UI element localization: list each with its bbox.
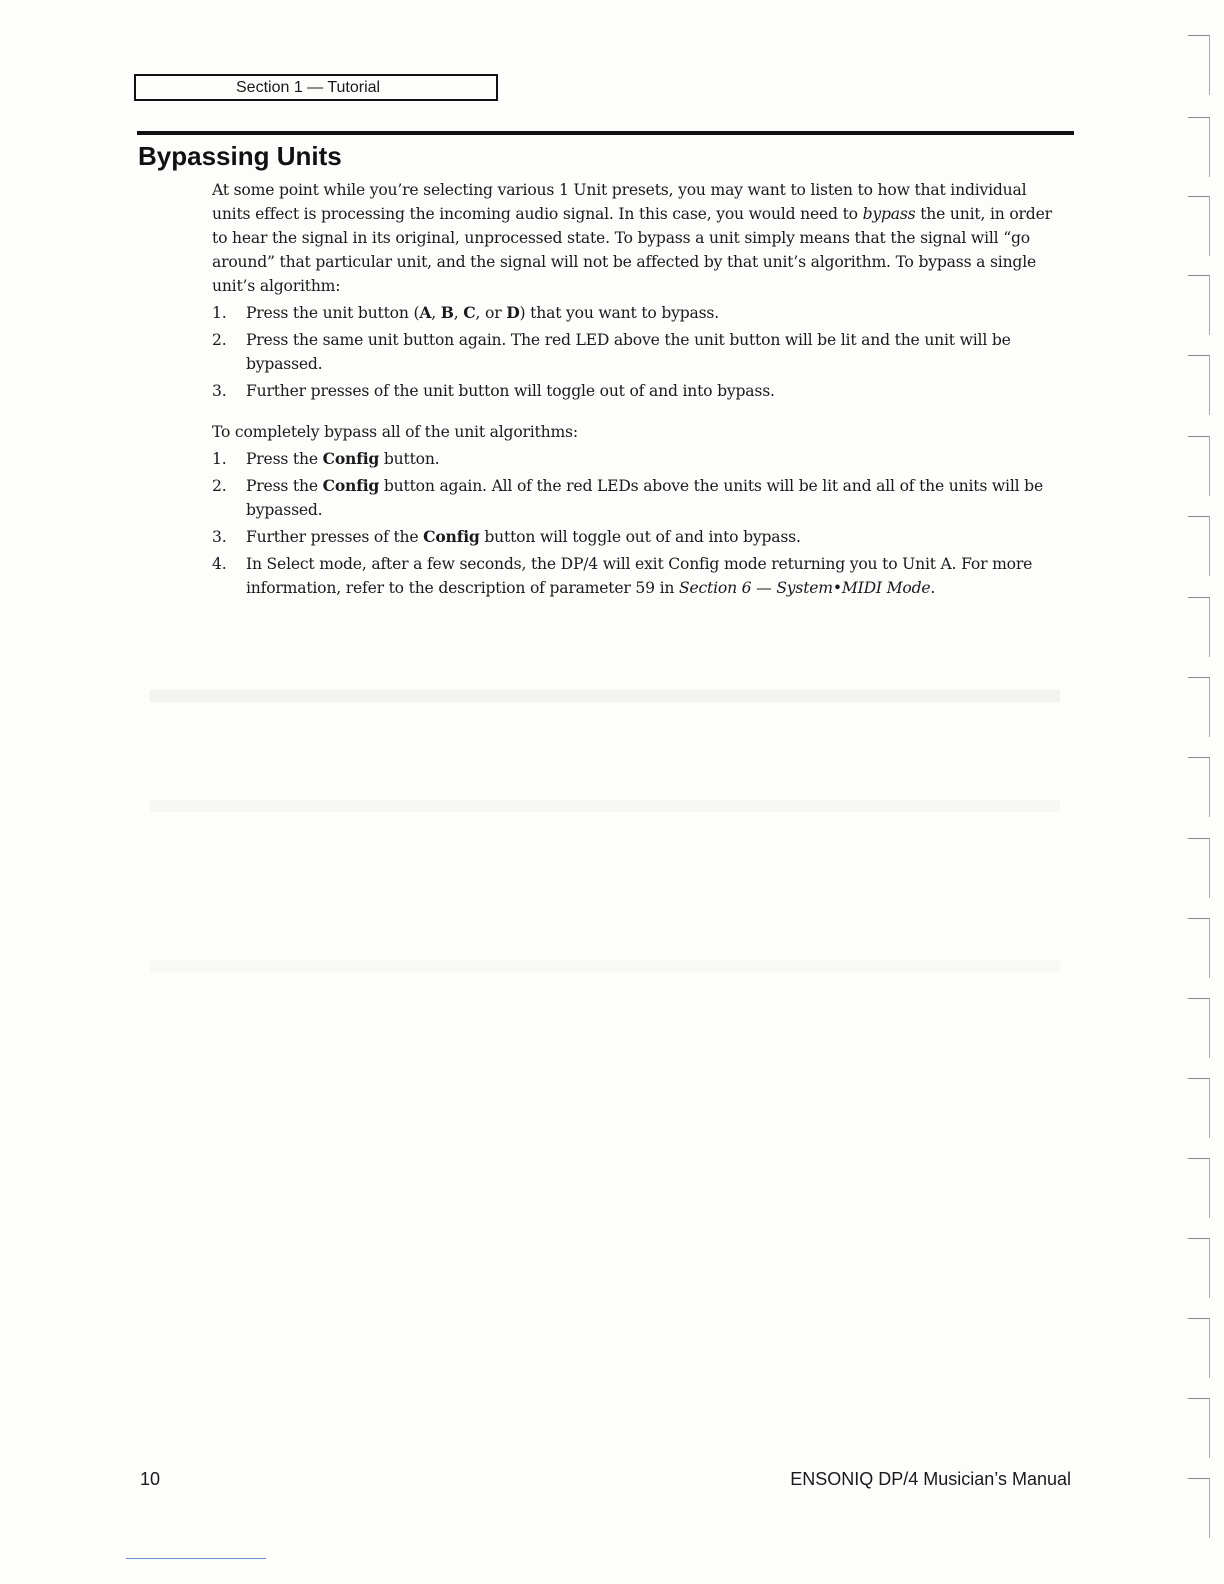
step-text: . <box>930 579 936 597</box>
edge-tab-mark <box>1188 275 1210 335</box>
section-header-box <box>134 74 498 101</box>
step-number: 1. <box>212 450 227 468</box>
step-text: Further presses of the unit button will toggle out of and into bypass. <box>246 382 775 400</box>
body-text <box>212 178 1062 600</box>
step-text: button. <box>379 450 440 468</box>
page-number: 10 <box>140 1469 161 1489</box>
step-text: Further presses of the <box>246 528 424 546</box>
intro-paragraph <box>212 178 1062 298</box>
single-bypass-steps <box>212 301 1062 403</box>
list-item <box>212 379 1062 403</box>
unit-d-label: D <box>506 303 520 322</box>
config-label: Config <box>322 476 380 495</box>
list-item <box>212 301 1062 325</box>
manual-title: ENSONIQ DP/4 Musician’s Manual <box>790 1469 1071 1489</box>
page-heading: Bypassing Units <box>138 141 342 171</box>
edge-tab-mark <box>1188 1238 1210 1298</box>
edge-tab-mark <box>1188 998 1210 1058</box>
intro-text-2: the unit, in order to hear the signal in its original, unprocessed state. To bypass a unit simply means that the signal will “go around” that particular unit, and the signal will not be affected by that unit’s algorithm. To bypass a single unit’s algorithm: <box>212 205 1052 295</box>
step-text: ) that you want to bypass. <box>519 304 719 322</box>
separator: , <box>431 304 441 322</box>
show-through-bleed <box>150 690 1060 702</box>
step-text: Press the <box>246 450 323 468</box>
edge-tab-mark <box>1188 677 1210 737</box>
list-item <box>212 525 1062 549</box>
step-number: 4. <box>212 555 227 573</box>
list-item <box>212 474 1062 522</box>
edge-tab-mark <box>1188 355 1210 415</box>
edge-tab-mark <box>1188 1398 1210 1458</box>
step-text: button again. All of the red LEDs above the units will be lit and all of the units will be bypassed. <box>246 477 1043 519</box>
edge-tab-mark <box>1188 757 1210 817</box>
unit-c-label: C <box>463 303 476 322</box>
all-bypass-steps <box>212 447 1062 600</box>
step-number: 3. <box>212 382 227 400</box>
show-through-bleed <box>150 960 1060 972</box>
step-text: Press the <box>246 477 323 495</box>
edge-tab-mark <box>1188 1078 1210 1138</box>
intro-text-1: At some point while you’re selecting various 1 Unit presets, you may want to listen to how that individual units effect is processing the incoming audio signal. In this case, you would need to <box>212 181 1027 223</box>
edge-tab-mark <box>1188 1158 1210 1218</box>
edge-tab-mark <box>1188 35 1210 95</box>
config-label: Config <box>322 449 380 468</box>
separator: , or <box>475 304 507 322</box>
show-through-bleed <box>150 800 1060 812</box>
edge-tab-mark <box>1188 1478 1210 1538</box>
step-number: 3. <box>212 528 227 546</box>
step-number: 2. <box>212 477 227 495</box>
list-item <box>212 447 1062 471</box>
intro-italic: bypass <box>862 205 916 223</box>
all-bypass-intro: To completely bypass all of the unit algorithms: <box>212 423 578 441</box>
step-number: 1. <box>212 304 227 322</box>
config-label: Config <box>423 527 480 546</box>
unit-b-label: B <box>440 303 454 322</box>
unit-a-label: A <box>419 303 432 322</box>
edge-tab-mark <box>1188 918 1210 978</box>
section-label: Section 1 — Tutorial <box>236 79 381 96</box>
edge-tab-mark <box>1188 838 1210 898</box>
step-number: 2. <box>212 331 227 349</box>
separator: , <box>453 304 464 322</box>
edge-tab-mark <box>1188 117 1210 177</box>
list-item <box>212 552 1062 600</box>
edge-tab-mark <box>1188 1318 1210 1378</box>
step-text: button will toggle out of and into bypass. <box>479 528 801 546</box>
edge-tab-mark <box>1188 436 1210 496</box>
step-text: In Select mode, after a few seconds, the DP/4 will exit Config mode returning you to Unit A. For more information, refer to the description of parameter 59 in <box>246 555 1033 597</box>
edge-tab-mark <box>1188 196 1210 256</box>
bottom-edge-line <box>126 1558 266 1559</box>
step-text: Press the unit button ( <box>246 304 420 322</box>
heading-rule <box>137 131 1074 135</box>
edge-tab-mark <box>1188 516 1210 576</box>
edge-tab-mark <box>1188 597 1210 657</box>
step-text: Press the same unit button again. The red LED above the unit button will be lit and the unit will be bypassed. <box>246 331 1011 373</box>
section-reference: Section 6 — System•MIDI Mode <box>679 579 931 597</box>
list-item <box>212 328 1062 376</box>
